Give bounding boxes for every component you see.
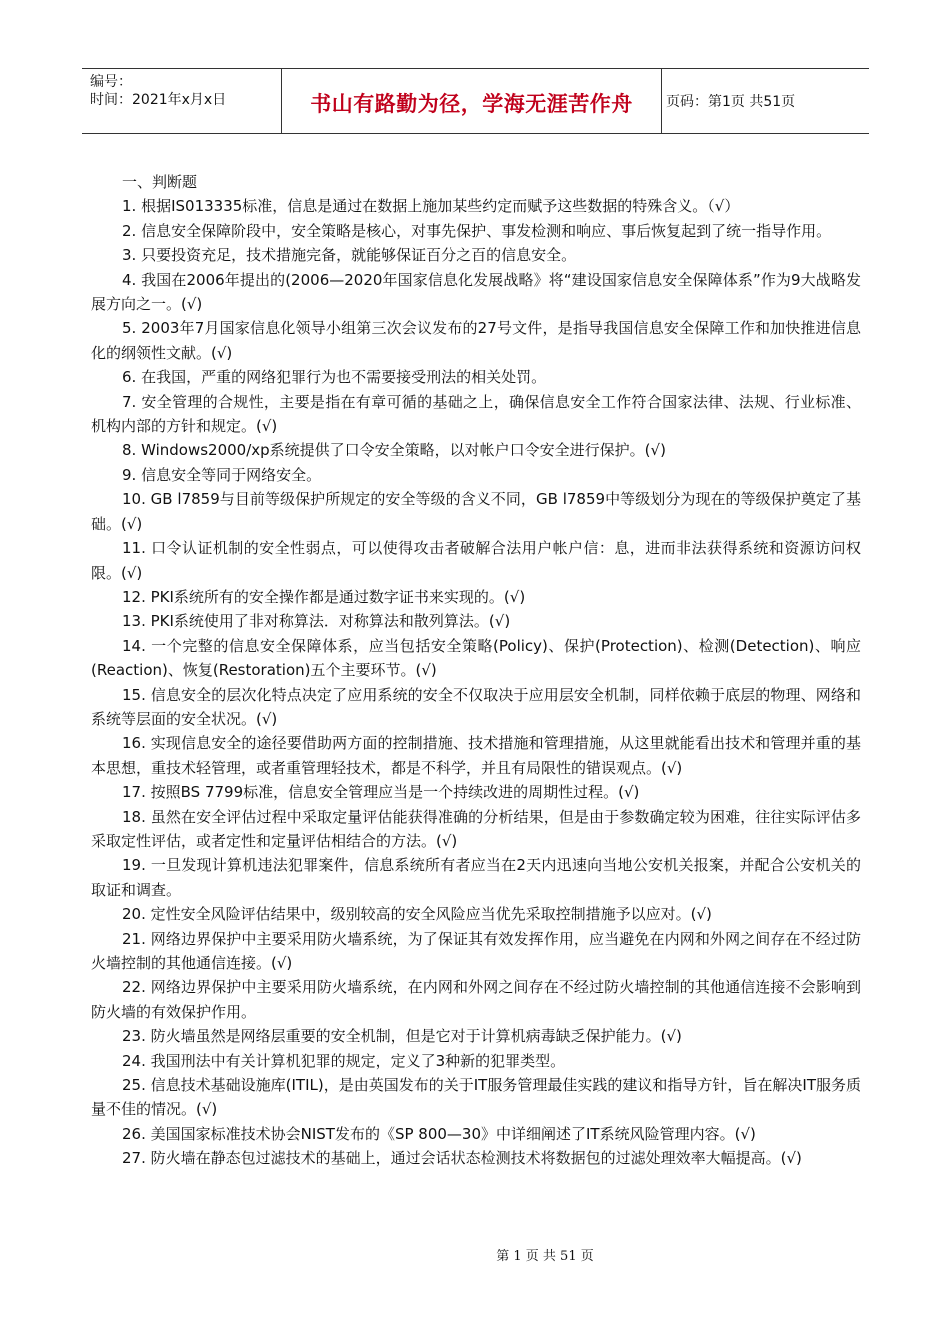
- question-item: 6. 在我国，严重的网络犯罪行为也不需要接受刑法的相关处罚。: [122, 368, 547, 387]
- document-number-label: 编号：: [90, 74, 132, 90]
- question-item: 23. 防火墙虽然是网络层重要的安全机制，但是它对于计算机病毒缺乏保护能力。(√): [122, 1027, 682, 1046]
- question-item: 4. 我国在2006年提出的(2006—2020年国家信息化发展战略》将“建设国家信息安全保障体系”作为9大战略发展方向之一。(√): [91, 270, 861, 314]
- page-footer: 第 1 页 共 51 页: [496, 1249, 594, 1264]
- question-item: 24. 我国刑法中有关计算机犯罪的规定，定义了3种新的犯罪类型。: [122, 1051, 566, 1070]
- question-item: 12. PKI系统所有的安全操作都是通过数字证书来实现的。(√): [122, 587, 526, 606]
- question-item: 11. 口令认证机制的安全性弱点，可以使得攻击者破解合法用户帐户信：息，进而非法获得系统和资源访问权限。(√): [91, 539, 861, 582]
- question-item: 7. 安全管理的合规性，主要是指在有章可循的基础之上，确保信息安全工作符合国家法律、法规、行业标准、机构内部的方针和规定。(√): [91, 392, 861, 436]
- header-page-info: 页码：第1页 共51页: [666, 94, 796, 110]
- question-item: 19. 一旦发现计算机违法犯罪案件，信息系统所有者应当在2天内迅速向当地公安机关报案，并配合公安机关的取证和调查。: [91, 856, 861, 899]
- question-item: 13. PKI系统使用了非对称算法．对称算法和散列算法。(√): [122, 612, 511, 631]
- question-item: 20. 定性安全风险评估结果中，级别较高的安全风险应当优先采取控制措施予以应对。(√): [122, 905, 712, 924]
- question-item: 1. 根据IS013335标准，信息是通过在数据上施加某些约定而赋予这些数据的特殊含义。（√）: [122, 197, 740, 216]
- question-item: 2. 信息安全保障阶段中，安全策略是核心，对事先保护、事发检测和响应、事后恢复起到了统一指导作用。: [122, 221, 832, 240]
- question-item: 9. 信息安全等同于网络安全。: [122, 465, 322, 484]
- header-motto-cell: [282, 69, 662, 133]
- document-time: 时间：2021年x月x日: [90, 92, 227, 108]
- question-item: 22. 网络边界保护中主要采用防火墙系统，在内网和外网之间存在不经过防火墙控制的其他通信连接不会影响到防火墙的有效保护作用。: [91, 978, 861, 1021]
- question-item: 5. 2003年7月国家信息化领导小组第三次会议发布的27号文件，是指导我国信息安全保障工作和加快推进信息化的纲领性文献。(√): [91, 319, 861, 362]
- section-title: 一、判断题: [122, 173, 198, 191]
- question-item: 26. 美国国家标准技术协会NIST发布的《SP 800—30》中详细阐述了IT系统风险管理内容。(√): [122, 1124, 756, 1143]
- question-item: 25. 信息技术基础设施库(ITIL)，是由英国发布的关于IT服务管理最佳实践的建议和指导方针，旨在解决IT服务质量不佳的情况。(√): [91, 1076, 861, 1119]
- question-item: 8. Windows2000/xp系统提供了口令安全策略，以对帐户口令安全进行保护。(√): [122, 441, 666, 460]
- header-motto: 书山有路勤为径，学海无涯苦作舟: [310, 92, 633, 116]
- page-header: [82, 68, 869, 134]
- question-item: 18. 虽然在安全评估过程中采取定量评估能获得准确的分析结果，但是由于参数确定较为困难，往往实际评估多采取定性评估，或者定性和定量评估相结合的方法。(√): [91, 807, 861, 850]
- question-item: 27. 防火墙在静态包过滤技术的基础上，通过会话状态检测技术将数据包的过滤处理效率大幅提高。(√): [122, 1149, 802, 1168]
- question-item: 17. 按照BS 7799标准，信息安全管理应当是一个持续改进的周期性过程。(√): [122, 783, 640, 802]
- question-item: 3. 只要投资充足，技术措施完备，就能够保证百分之百的信息安全。: [122, 246, 577, 265]
- question-item: 10. GB l7859与目前等级保护所规定的安全等级的含义不同，GB l7859中等级划分为现在的等级保护奠定了基础。(√): [91, 490, 861, 533]
- question-item: 14. 一个完整的信息安全保障体系，应当包括安全策略(Policy)、保护(Protection)、检测(Detection)、响应(Reaction)、恢复(Restoration)五个主要环节。(√): [91, 636, 861, 680]
- document-body: [91, 170, 861, 1171]
- question-item: 21. 网络边界保护中主要采用防火墙系统，为了保证其有效发挥作用，应当避免在内网和外网之间存在不经过防火墙控制的其他通信连接。(√): [91, 929, 861, 972]
- header-meta: [82, 69, 282, 133]
- question-item: 15. 信息安全的层次化特点决定了应用系统的安全不仅取决于应用层安全机制，同样依赖于底层的物理、网络和系统等层面的安全状况。(√): [91, 685, 861, 728]
- question-item: 16. 实现信息安全的途径要借助两方面的控制措施、技术措施和管理措施，从这里就能看出技术和管理并重的基本思想，重技术轻管理，或者重管理轻技术，都是不科学，并且有局限性的错误观点。(√): [91, 734, 861, 777]
